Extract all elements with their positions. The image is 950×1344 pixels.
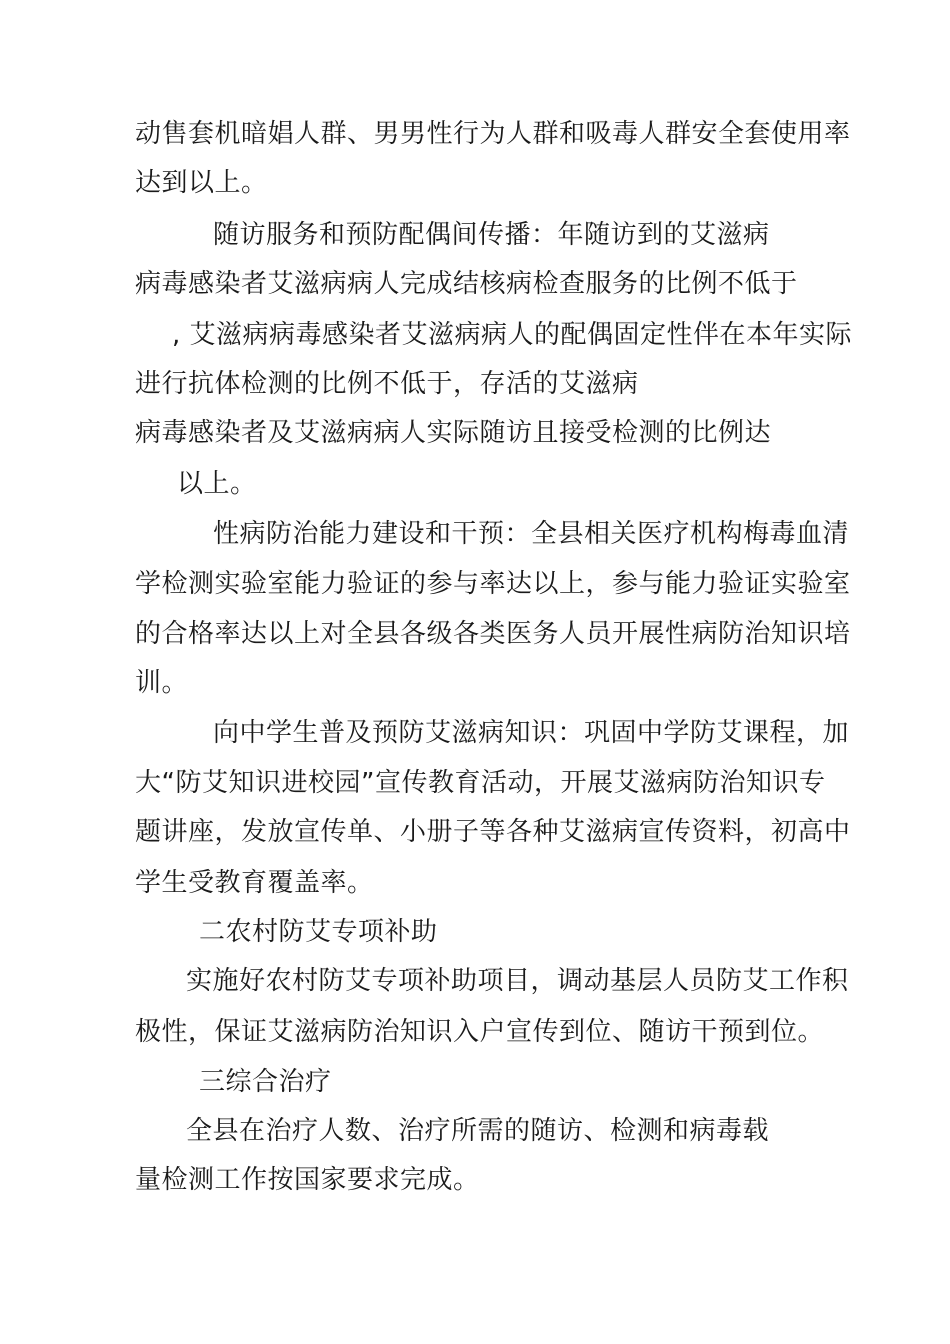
- text-line: 随访服务和预防配偶间传播：年随访到的艾滋病: [213, 220, 770, 250]
- text-line: 动售套机暗娼人群、男男性行为人群和吸毒人群安全套使用率: [135, 119, 851, 149]
- text-line: 全县在治疗人数、治疗所需的随访、检测和病毒载: [186, 1116, 770, 1146]
- text-line: 以上。: [177, 469, 257, 499]
- text-line: , 艾滋病病毒感染者艾滋病病人的配偶固定性伴在本年实际: [172, 320, 853, 350]
- text-line: 实施好农村防艾专项补助项目，调动基层人员防艾工作积: [186, 966, 849, 996]
- text-line: 向中学生普及预防艾滋病知识：巩固中学防艾课程，加: [213, 718, 850, 748]
- text-line: 量检测工作按国家要求完成。: [135, 1165, 480, 1195]
- text-line: 极性，保证艾滋病防治知识入户宣传到位、随访干预到位。: [135, 1017, 825, 1047]
- text-line: 学生受教育覆盖率。: [135, 868, 374, 898]
- text-line: 的合格率达以上对全县各级各类医务人员开展性病防治知识培: [135, 619, 851, 649]
- text-line: 病毒感染者艾滋病病人完成结核病检查服务的比例不低于: [135, 269, 798, 299]
- section-heading: 二农村防艾专项补助: [199, 917, 438, 947]
- section-heading: 三综合治疗: [199, 1067, 332, 1097]
- text-line: 大“防艾知识进校园”宣传教育活动，开展艾滋病防治知识专: [135, 768, 826, 798]
- text-line: 题讲座，发放宣传单、小册子等各种艾滋病宣传资料，初高中: [135, 817, 851, 847]
- text-line: 性病防治能力建设和干预：全县相关医疗机构梅毒血清: [213, 519, 850, 549]
- text-line: 进行抗体检测的比例不低于，存活的艾滋病: [135, 369, 639, 399]
- text-line: 达到以上。: [135, 168, 268, 198]
- text-line: 病毒感染者及艾滋病病人实际随访且接受检测的比例达: [135, 418, 772, 448]
- text-line: 学检测实验室能力验证的参与率达以上，参与能力验证实验室: [135, 569, 851, 599]
- text-line: 训。: [135, 668, 189, 698]
